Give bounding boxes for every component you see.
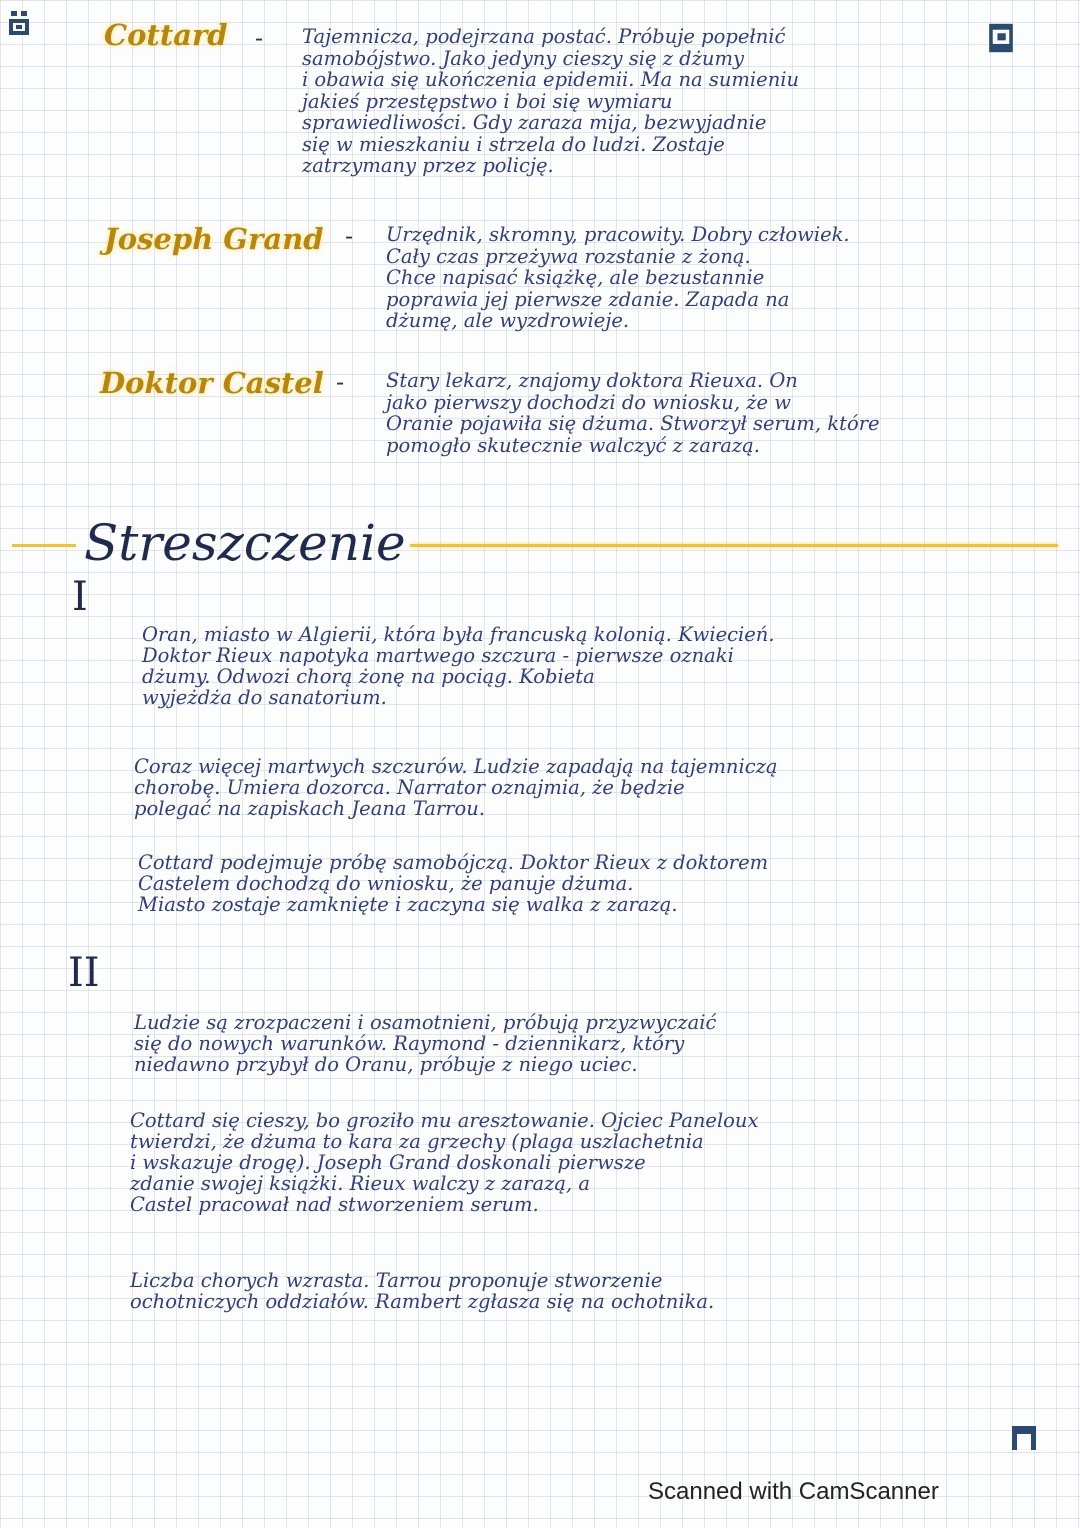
para-line: Oran, miasto w Algierii, która była francuską kolonią. Kwiecień.: [142, 623, 775, 646]
desc-line: Cały czas przeżywa rozstanie z żoną.: [386, 244, 751, 268]
para-line: polegać na zapiskach Jeana Tarrou.: [134, 797, 485, 820]
desc-line: jakieś przestępstwo i boi się wymiaru: [302, 89, 673, 113]
title-underline: [410, 544, 1058, 547]
desc-line: samobójstwo. Jako jedyny cieszy się z dżumy: [302, 46, 744, 70]
paragraph-1-2: [134, 756, 778, 819]
desc-line: pomogło skutecznie walczyć z zarazą.: [386, 433, 760, 457]
para-line: Liczba chorych wzrasta. Tarrou proponuje stworzenie: [130, 1269, 663, 1292]
corner-marker-icon-left: [8, 10, 30, 36]
para-line: Coraz więcej martwych szczurów. Ludzie zapadają na tajemniczą: [134, 755, 778, 778]
desc-line: się w mieszkaniu i strzela do ludzi. Zostaje: [302, 132, 725, 156]
character-name-joseph-grand: Joseph Grand: [104, 222, 324, 256]
part-numeral-2: II: [68, 950, 100, 996]
dash-separator: -: [345, 222, 354, 250]
character-name-cottard: Cottard: [104, 18, 228, 52]
para-line: Castel pracował nad stworzeniem serum.: [130, 1193, 539, 1216]
desc-line: jako pierwszy dochodzi do wniosku, że w: [386, 390, 791, 414]
para-line: dżumy. Odwozi chorą żonę na pociąg. Kobieta: [142, 665, 595, 688]
desc-line: sprawiedliwości. Gdy zaraza mija, bezwyjadnie: [302, 111, 767, 134]
desc-line: Stary lekarz, znajomy doktora Rieuxa. On: [386, 369, 798, 392]
paragraph-1-1: [142, 624, 775, 708]
corner-marker-icon-bottom: [1012, 1426, 1036, 1450]
section-title: Streszczenie: [84, 514, 406, 572]
paragraph-1-3: [138, 852, 768, 915]
para-line: twierdzi, że dżuma to kara za grzechy (plaga uszlachetnia: [130, 1130, 704, 1153]
desc-line: zatrzymany przez policję.: [302, 154, 554, 177]
desc-line: Urzędnik, skromny, pracowity. Dobry człowiek.: [386, 223, 850, 246]
paragraph-2-3: [130, 1270, 714, 1312]
para-line: Cottard podejmuje próbę samobójczą. Doktor Rieux z doktorem: [138, 851, 769, 874]
character-description-cottard: [302, 26, 799, 177]
para-line: Castelem dochodzą do wniosku, że panuje dżuma.: [138, 872, 634, 895]
para-line: wyjeżdża do sanatorium.: [142, 686, 387, 709]
para-line: Doktor Rieux napotyka martwego szczura - pierwsze oznaki: [142, 644, 734, 667]
para-line: się do nowych warunków. Raymond - dziennikarz, który: [134, 1032, 685, 1055]
desc-line: dżumę, ale wyzdrowieje.: [386, 309, 630, 332]
corner-marker-icon-right: [988, 22, 1014, 54]
para-line: Cottard się cieszy, bo groziło mu aresztowanie. Ojciec Paneloux: [130, 1109, 759, 1132]
title-left-dash: [12, 544, 76, 547]
desc-line: Oranie pojawiła się dżuma. Stworzył serum, które: [386, 412, 880, 435]
character-description-joseph-grand: [386, 224, 850, 332]
paragraph-2-2: [130, 1110, 758, 1215]
desc-line: i obawia się ukończenia epidemii. Ma na sumieniu: [302, 68, 800, 91]
character-description-doktor-castel: [386, 370, 880, 456]
dash-separator: -: [255, 24, 264, 52]
para-line: chorobę. Umiera dozorca. Narrator oznajmia, że będzie: [134, 776, 685, 799]
para-line: ochotniczych oddziałów. Rambert zgłasza się na ochotnika.: [130, 1290, 715, 1313]
para-line: Miasto zostaje zamknięte i zaczyna się walka z zarazą.: [138, 893, 678, 916]
part-numeral-1: I: [72, 574, 88, 620]
para-line: i wskazuje drogę). Joseph Grand doskonali pierwsze: [130, 1151, 646, 1174]
para-line: niedawno przybył do Oranu, próbuje z niego uciec.: [134, 1053, 638, 1076]
character-name-doktor-castel: Doktor Castel: [100, 366, 324, 400]
desc-line: Tajemnicza, podejrzana postać. Próbuje popełnić: [302, 25, 786, 48]
para-line: zdanie swojej książki. Rieux walczy z zarazą, a: [130, 1172, 591, 1195]
dash-separator: -: [336, 368, 345, 396]
desc-line: Chce napisać książkę, ale bezustannie: [386, 266, 765, 289]
paragraph-2-1: [134, 1012, 716, 1075]
para-line: Ludzie są zrozpaczeni i osamotnieni, próbują przyzwyczaić: [134, 1011, 717, 1034]
desc-line: poprawia jej pierwsze zdanie. Zapada na: [386, 287, 790, 311]
scan-credit: Scanned with CamScanner: [648, 1478, 939, 1505]
